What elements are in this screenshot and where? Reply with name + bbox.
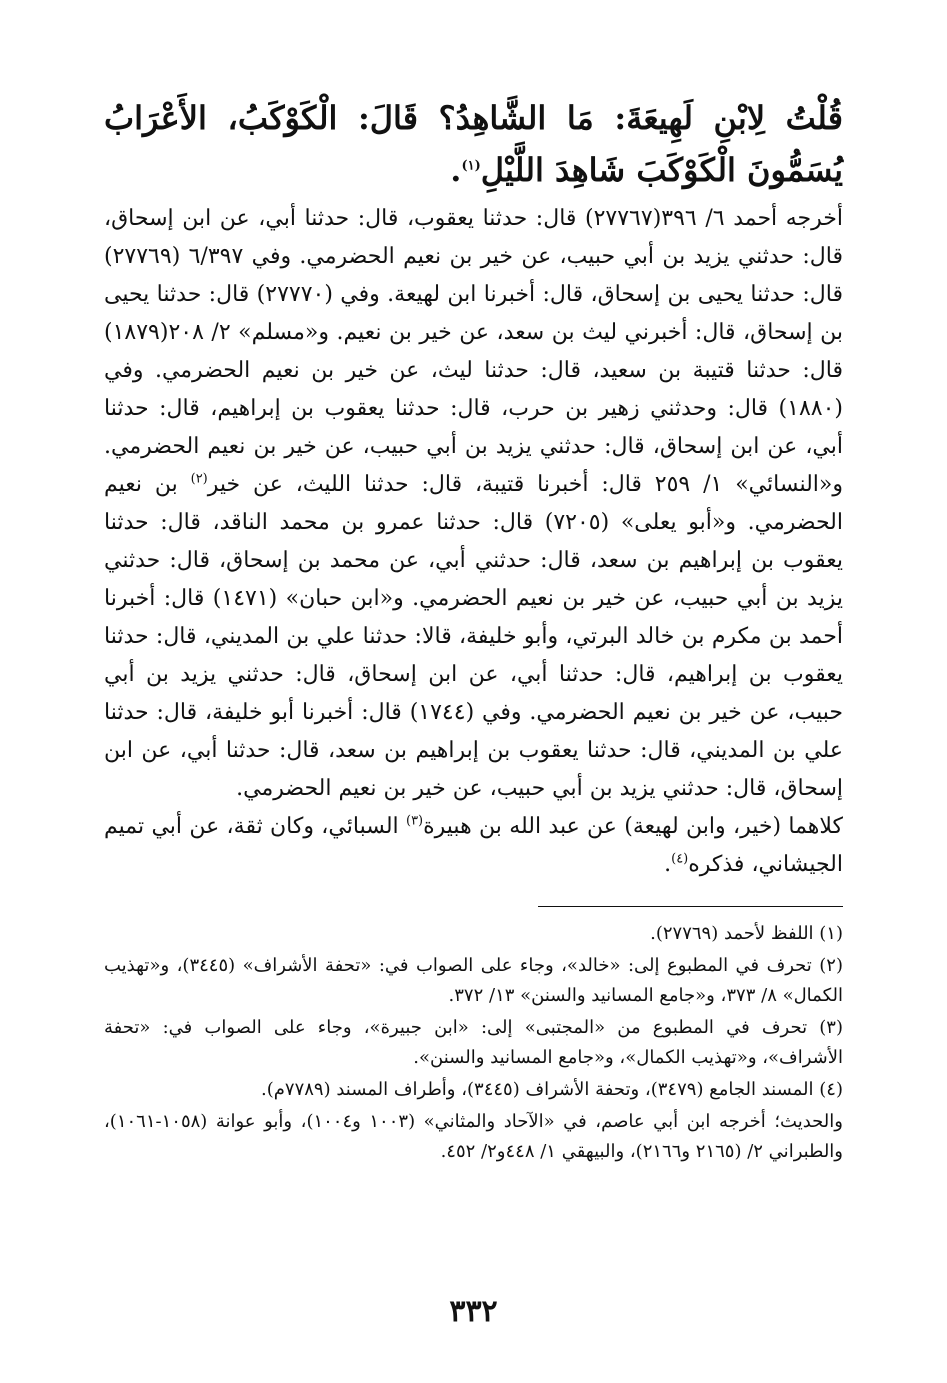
page-number: ٣٣٢ xyxy=(449,1294,498,1329)
footnote-marker-2[interactable]: (٢) xyxy=(190,471,208,487)
footnote-4: (٤) المسند الجامع (٣٤٧٩)، وتحفة الأشراف (٣٤٤٥)، وأطراف المسند (٧٧٨٩م). xyxy=(261,1079,843,1100)
takhrij-paragraph: أخرجه أحمد ٦/ ٣٩٦(٢٧٧٦٧) قال: حدثنا يعقوب، قال: حدثنا أبي، عن ابن إسحاق، قال: حدثني يزيد بن أبي حبيب، عن خير بن نعيم الحضرمي. وفي ٦/٣٩٧ (٢٧٧٦٩) قال: حدثنا يحيى بن إسحاق، قال: أخبرنا ابن لهيعة. وفي (٢٧٧٧٠) قال: حدثنا يحيى بن إسحاق، قال: أخبرني ليث بن سعد، عن خير بن نعيم. و«مسلم» ٢/ ٢٠٨(١٨٧٩) قال: حدثنا قتيبة بن سعيد، قال: حدثنا ليث، عن خير بن نعيم الحضرمي. وفي (١٨٨٠) قال: وحدثني زهير بن حرب، قال: حدثنا يعقوب بن إبراهيم، قال: حدثنا أبي، عن ابن إسحاق، قال: حدثني يزيد بن أبي حبيب، عن خير بن نعيم الحضرمي. و«النسائي» ١/ ٢٥٩ قال: أخبرنا قتيبة، قال: حدثنا الليث، عن خير$^{(٢)}$ بن نعيم الحضرمي. و«أبو يعلى» (٧٢٠٥) قال: حدثنا عمرو بن محمد الناقد، قال: حدثنا يعقوب بن إبراهيم بن سعد، قال: حدثني أبي، عن محمد بن إسحاق، قال: حدثني يزيد بن أبي حبيب، عن خير بن نعيم الحضرمي. و«ابن حبان» (١٤٧١) قال: أخبرنا أحمد بن مكرم بن خالد البرتي، وأبو خليفة، قالا: حدثنا علي بن المديني، قال: حدثنا يعقوب بن إبراهيم، قال: حدثنا أبي، عن ابن إسحاق، قال: حدثني يزيد بن أبي حبيب، عن خير بن نعيم الحضرمي. وفي (١٧٤٤) قال: أخبرنا أبو خليفة، قال: حدثنا علي بن المديني، قال: حدثنا يعقوب بن إبراهيم بن سعد، قال: حدثنا أبي، عن ابن إسحاق، قال: حدثني يزيد بن أبي حبيب، عن خير بن نعيم الحضرمي. xyxy=(104,206,844,801)
footnote-1: (١) اللفظ لأحمد (٢٧٧٦٩). xyxy=(650,923,843,944)
footnote-separator xyxy=(538,906,843,907)
footnote-3: (٣) تحرف في المطبوع من «المجتبى» إلى: «ابن جبيرة»، وجاء على الصواب في: «تحفة الأشراف»، و«تهذيب الكمال»، و«جامع المسانيد والسنن». xyxy=(104,1017,843,1068)
footnote-marker-1[interactable]: (١) xyxy=(461,158,481,174)
footnote-marker-4[interactable]: (٤) xyxy=(671,851,689,867)
chain-summary-paragraph: كلاهما (خير، وابن لهيعة) عن عبد الله بن هبيرة$^{(٣)}$ السبائي، وكان ثقة، عن أبي تميم الجيشاني، فذكره$^{(٤)}$. xyxy=(104,813,843,877)
footnote-2: (٢) تحرف في المطبوع إلى: «خالد»، وجاء على الصواب في: «تحفة الأشراف» (٣٤٤٥)، و«تهذيب الكمال» ٨/ ٣٧٣، و«جامع المسانيد والسنن» ١٣/ ٣٧٢. xyxy=(104,955,843,1006)
takhrij-section xyxy=(104,200,843,884)
hadith-text: قُلْتُ لِابْنِ لَهِيعَةَ: مَا الشَّاهِدُ؟ قَالَ: الْكَوْكَبُ، الأَعْرَابُ يُسَمُّونَ الْكَوْكَبَ شَاهِدَ اللَّيْلِ$^{(١)}$. xyxy=(104,99,843,189)
footnotes-section xyxy=(104,919,843,1167)
footnote-4-continuation: والحديث؛ أخرجه ابن أبي عاصم، في «الآحاد والمثاني» (١٠٠٣ و١٠٠٤)، وأبو عوانة (١٠٥٨-١٠٦١)، والطبراني ٢/ (٢١٦٥ و٢١٦٦)، والبيهقي ١/ ٤٤٨و٢/ ٤٥٢. xyxy=(104,1111,843,1162)
footnote-marker-3[interactable]: (٣) xyxy=(405,813,424,829)
